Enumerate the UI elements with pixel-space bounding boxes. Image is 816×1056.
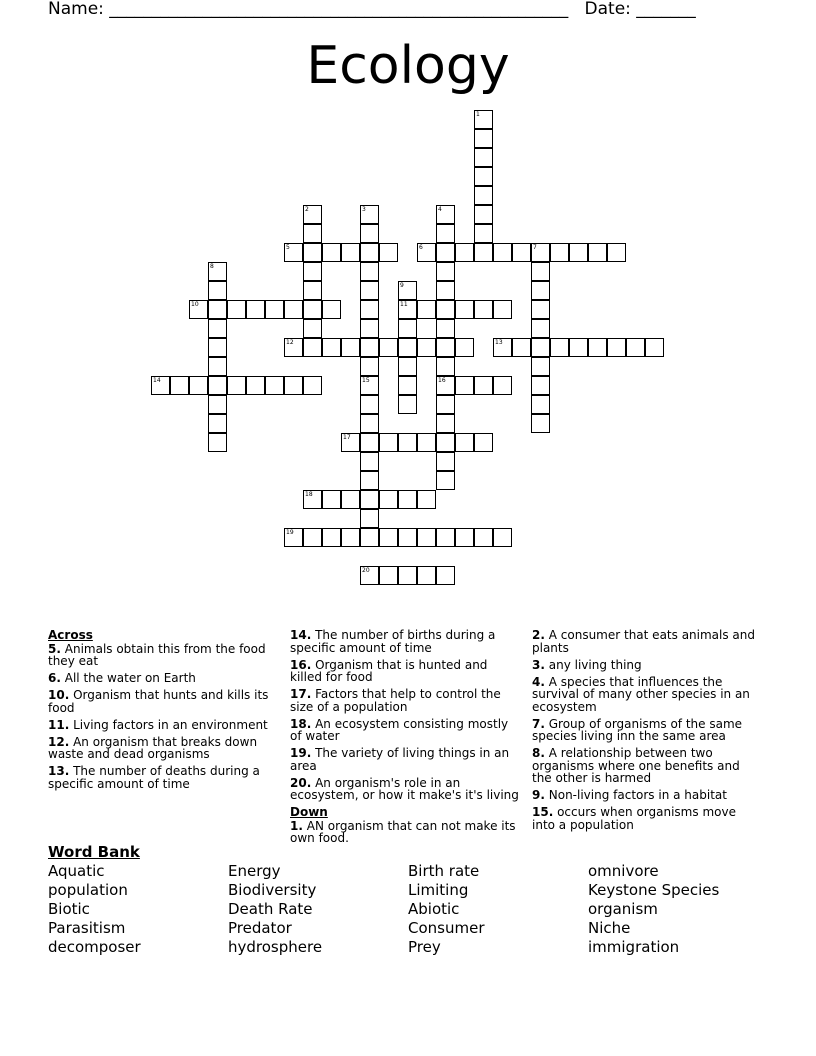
word-bank-item: Prey xyxy=(408,938,441,956)
grid-cell[interactable] xyxy=(436,300,455,319)
grid-cell[interactable] xyxy=(455,528,474,547)
down-heading: Down xyxy=(290,805,328,819)
clue-number-15: 15 xyxy=(362,377,370,384)
clue-number-6: 6 xyxy=(419,244,423,251)
grid-cell[interactable] xyxy=(550,243,569,262)
clue-text: A species that influences the survival of many other species in an ecosystem xyxy=(532,674,750,714)
word-bank-item: organism xyxy=(588,900,658,918)
clue-number: 20. xyxy=(290,775,312,790)
clue-number: 12. xyxy=(48,734,70,749)
grid-cell[interactable] xyxy=(569,338,588,357)
grid-cell[interactable] xyxy=(607,243,626,262)
clue-text: The number of deaths during a specific amount of time xyxy=(48,764,260,791)
grid-cell[interactable] xyxy=(303,376,322,395)
clue-text: Animals obtain this from the food they eat xyxy=(48,641,266,668)
grid-cell[interactable] xyxy=(398,433,417,452)
word-bank-item: Limiting xyxy=(408,881,469,899)
clue-number-18: 18 xyxy=(305,491,313,498)
grid-cell[interactable] xyxy=(455,433,474,452)
clue-text: The variety of living things in an area xyxy=(290,746,510,773)
word-bank-item: Biotic xyxy=(48,900,90,918)
grid-cell[interactable] xyxy=(379,433,398,452)
grid-cell[interactable] xyxy=(189,376,208,395)
grid-cell[interactable] xyxy=(379,490,398,509)
grid-cell[interactable] xyxy=(531,300,550,319)
grid-cell[interactable] xyxy=(322,243,341,262)
clue-text: Factors that help to control the size of a population xyxy=(290,687,501,714)
down-clues-column-3 xyxy=(532,629,762,836)
clue-number: 15. xyxy=(532,805,554,819)
clue-number-20: 20 xyxy=(362,567,370,574)
word-bank-item: Biodiversity xyxy=(228,881,317,899)
grid-cell[interactable] xyxy=(322,490,341,509)
grid-cell[interactable] xyxy=(170,376,189,395)
clue-number: 8. xyxy=(532,746,545,760)
clue-text: Organism that hunts and kills its food xyxy=(48,688,269,715)
grid-cell[interactable] xyxy=(455,300,474,319)
grid-cell[interactable] xyxy=(493,243,512,262)
grid-cell[interactable] xyxy=(607,338,626,357)
grid-cell[interactable] xyxy=(227,300,246,319)
clue-number-1: 1 xyxy=(476,111,480,118)
grid-cell[interactable] xyxy=(265,300,284,319)
word-bank-column-2 xyxy=(228,862,322,957)
grid-cell[interactable] xyxy=(550,338,569,357)
grid-cell[interactable] xyxy=(531,395,550,414)
clue-text: occurs when organisms move into a population xyxy=(532,805,736,832)
clue-number: 11. xyxy=(48,717,70,732)
word-bank-item: Parasitism xyxy=(48,919,126,937)
grid-cell[interactable] xyxy=(360,319,379,338)
across-clue xyxy=(290,659,520,684)
clue-text: An organism's role in an ecosystem, or how it make's it's living xyxy=(290,775,519,802)
grid-cell[interactable] xyxy=(436,566,455,585)
clue-number: 2. xyxy=(532,628,545,642)
word-bank-title: Word Bank xyxy=(48,843,140,861)
grid-cell[interactable] xyxy=(512,338,531,357)
grid-cell[interactable] xyxy=(360,243,379,262)
grid-cell[interactable] xyxy=(474,528,493,547)
clue-number: 18. xyxy=(290,716,312,731)
clue-number: 9. xyxy=(532,788,545,802)
grid-cell[interactable] xyxy=(341,338,360,357)
clue-number: 1. xyxy=(290,818,303,833)
grid-cell[interactable] xyxy=(436,433,455,452)
grid-cell[interactable] xyxy=(417,433,436,452)
word-bank-column-3 xyxy=(408,862,485,957)
clue-text: Living factors in an environment xyxy=(73,717,268,732)
grid-cell[interactable] xyxy=(493,300,512,319)
grid-cell[interactable] xyxy=(379,243,398,262)
clue-text: An organism that breaks down waste and dead organisms xyxy=(48,734,258,761)
clue-number: 14. xyxy=(290,628,312,642)
grid-cell[interactable] xyxy=(303,528,322,547)
grid-cell[interactable] xyxy=(303,262,322,281)
grid-cell[interactable] xyxy=(588,338,607,357)
clue-number-8: 8 xyxy=(210,263,214,270)
grid-cell[interactable] xyxy=(360,338,379,357)
across-clue xyxy=(48,643,278,668)
grid-cell[interactable] xyxy=(208,300,227,319)
grid-cell[interactable] xyxy=(341,243,360,262)
grid-cell[interactable] xyxy=(360,433,379,452)
grid-cell[interactable] xyxy=(455,338,474,357)
across-clue xyxy=(290,688,520,713)
grid-cell[interactable] xyxy=(436,319,455,338)
grid-cell[interactable] xyxy=(474,167,493,186)
grid-cell[interactable] xyxy=(341,528,360,547)
clue-number-19: 19 xyxy=(286,529,294,536)
clue-text: The number of births during a specific amount of time xyxy=(290,628,496,655)
across-clues-column-1 xyxy=(48,629,278,795)
grid-cell[interactable] xyxy=(379,338,398,357)
name-field-label: Name: ______________________________________________________ xyxy=(48,0,569,19)
down-clue xyxy=(532,806,762,831)
clue-number: 19. xyxy=(290,746,312,760)
down-clue xyxy=(290,820,520,845)
clue-text: AN organism that can not make its own food. xyxy=(290,818,516,845)
grid-cell[interactable] xyxy=(360,509,379,528)
clue-text: A consumer that eats animals and plants xyxy=(532,628,755,655)
grid-cell[interactable] xyxy=(303,281,322,300)
clue-number-16: 16 xyxy=(438,377,446,384)
page-title: Ecology xyxy=(306,36,510,96)
clue-number-9: 9 xyxy=(400,282,404,289)
word-bank-item: Keystone Species xyxy=(588,881,720,899)
across-clue xyxy=(48,672,278,685)
grid-cell[interactable] xyxy=(474,129,493,148)
grid-cell[interactable] xyxy=(436,224,455,243)
grid-cell[interactable] xyxy=(436,395,455,414)
grid-cell[interactable] xyxy=(474,243,493,262)
down-clue xyxy=(532,629,762,654)
grid-cell[interactable] xyxy=(474,376,493,395)
word-bank-item: Aquatic xyxy=(48,862,105,880)
grid-cell[interactable] xyxy=(493,376,512,395)
grid-cell[interactable] xyxy=(246,300,265,319)
word-bank-item: omnivore xyxy=(588,862,659,880)
grid-cell[interactable] xyxy=(531,338,550,357)
word-bank-column-1 xyxy=(48,862,141,957)
grid-cell[interactable] xyxy=(360,357,379,376)
grid-cell[interactable] xyxy=(436,528,455,547)
word-bank-item: Birth rate xyxy=(408,862,480,880)
grid-cell[interactable] xyxy=(284,376,303,395)
grid-cell[interactable] xyxy=(322,338,341,357)
down-clue xyxy=(532,747,762,785)
clue-number-13: 13 xyxy=(495,339,503,346)
word-bank-item: decomposer xyxy=(48,938,141,956)
down-clue xyxy=(532,676,762,714)
down-clue xyxy=(532,659,762,672)
grid-cell[interactable] xyxy=(208,376,227,395)
down-clue xyxy=(532,718,762,743)
grid-cell[interactable] xyxy=(436,281,455,300)
grid-cell[interactable] xyxy=(246,376,265,395)
word-bank-item: Death Rate xyxy=(228,900,313,918)
grid-cell[interactable] xyxy=(436,471,455,490)
grid-cell[interactable] xyxy=(360,528,379,547)
clue-number: 10. xyxy=(48,688,70,702)
grid-cell[interactable] xyxy=(436,452,455,471)
across-heading: Across xyxy=(48,628,93,642)
grid-cell[interactable] xyxy=(265,376,284,395)
grid-cell[interactable] xyxy=(360,262,379,281)
grid-cell[interactable] xyxy=(531,357,550,376)
grid-cell[interactable] xyxy=(436,357,455,376)
grid-cell[interactable] xyxy=(322,300,341,319)
word-bank-item: Consumer xyxy=(408,919,485,937)
clue-number-14: 14 xyxy=(153,377,161,384)
word-bank-item: Energy xyxy=(228,862,281,880)
clue-number: 17. xyxy=(290,687,312,701)
grid-cell[interactable] xyxy=(531,281,550,300)
grid-cell[interactable] xyxy=(303,300,322,319)
grid-cell[interactable] xyxy=(303,243,322,262)
grid-cell[interactable] xyxy=(303,338,322,357)
grid-cell[interactable] xyxy=(455,243,474,262)
clue-number: 4. xyxy=(532,674,545,689)
grid-cell[interactable] xyxy=(360,395,379,414)
grid-cell[interactable] xyxy=(208,319,227,338)
clue-number-7: 7 xyxy=(533,244,537,251)
grid-cell[interactable] xyxy=(360,300,379,319)
grid-cell[interactable] xyxy=(360,490,379,509)
across-clue xyxy=(290,718,520,743)
word-bank-item: population xyxy=(48,881,128,899)
grid-cell[interactable] xyxy=(531,376,550,395)
grid-cell[interactable] xyxy=(227,376,246,395)
grid-cell[interactable] xyxy=(208,338,227,357)
grid-cell[interactable] xyxy=(531,319,550,338)
grid-cell[interactable] xyxy=(208,414,227,433)
grid-cell[interactable] xyxy=(512,243,531,262)
grid-cell[interactable] xyxy=(436,338,455,357)
grid-cell[interactable] xyxy=(455,376,474,395)
clue-number: 13. xyxy=(48,764,70,778)
grid-cell[interactable] xyxy=(379,566,398,585)
grid-cell[interactable] xyxy=(208,433,227,452)
clue-number-10: 10 xyxy=(191,301,199,308)
across-clue xyxy=(48,689,278,714)
clue-text: A relationship between two organisms where one benefits and the other is harmed xyxy=(532,746,740,785)
clue-number-17: 17 xyxy=(343,434,351,441)
grid-cell[interactable] xyxy=(588,243,607,262)
grid-cell[interactable] xyxy=(398,490,417,509)
grid-cell[interactable] xyxy=(626,338,645,357)
grid-cell[interactable] xyxy=(398,357,417,376)
across-clue xyxy=(290,777,520,802)
grid-cell[interactable] xyxy=(398,319,417,338)
grid-cell[interactable] xyxy=(208,281,227,300)
grid-cell[interactable] xyxy=(436,262,455,281)
grid-cell[interactable] xyxy=(531,262,550,281)
grid-cell[interactable] xyxy=(341,490,360,509)
grid-cell[interactable] xyxy=(360,452,379,471)
clue-number-12: 12 xyxy=(286,339,294,346)
across-clue xyxy=(290,629,520,654)
clue-text: Organism that is hunted and killed for food xyxy=(290,657,488,684)
across-clues-column-2 xyxy=(290,629,520,849)
grid-cell[interactable] xyxy=(284,300,303,319)
clue-number: 16. xyxy=(290,657,312,672)
clue-number: 3. xyxy=(532,657,545,672)
grid-cell[interactable] xyxy=(474,205,493,224)
clue-text: An ecosystem consisting mostly of water xyxy=(290,716,509,743)
grid-cell[interactable] xyxy=(417,338,436,357)
grid-cell[interactable] xyxy=(474,148,493,167)
grid-cell[interactable] xyxy=(360,414,379,433)
clue-text: All the water on Earth xyxy=(64,671,196,685)
clue-text: Non-living factors in a habitat xyxy=(548,788,727,802)
clue-number: 6. xyxy=(48,671,61,685)
grid-cell[interactable] xyxy=(474,433,493,452)
clue-number-11: 11 xyxy=(400,301,408,308)
across-clue xyxy=(48,736,278,761)
grid-cell[interactable] xyxy=(303,319,322,338)
word-bank-item: immigration xyxy=(588,938,680,956)
clue-text: Group of organisms of the same species living inn the same area xyxy=(532,716,743,743)
grid-cell[interactable] xyxy=(208,357,227,376)
across-clue xyxy=(48,719,278,732)
word-bank-item: Niche xyxy=(588,919,631,937)
grid-cell[interactable] xyxy=(417,490,436,509)
grid-cell[interactable] xyxy=(417,300,436,319)
grid-cell[interactable] xyxy=(360,471,379,490)
grid-cell[interactable] xyxy=(493,528,512,547)
word-bank-item: Abiotic xyxy=(408,900,460,918)
grid-cell[interactable] xyxy=(474,300,493,319)
clue-number-2: 2 xyxy=(305,206,309,213)
grid-cell[interactable] xyxy=(645,338,664,357)
grid-cell[interactable] xyxy=(436,414,455,433)
grid-cell[interactable] xyxy=(303,224,322,243)
down-clue xyxy=(532,789,762,802)
grid-cell[interactable] xyxy=(360,224,379,243)
word-bank-column-4 xyxy=(588,862,719,957)
word-bank-item: hydrosphere xyxy=(228,938,323,956)
grid-cell[interactable] xyxy=(398,376,417,395)
clue-text: any living thing xyxy=(548,657,642,672)
clue-number-4: 4 xyxy=(438,206,442,213)
clue-number: 7. xyxy=(532,716,545,731)
grid-cell[interactable] xyxy=(474,224,493,243)
word-bank-item: Predator xyxy=(228,919,292,937)
grid-cell[interactable] xyxy=(322,528,341,547)
clue-number: 5. xyxy=(48,641,61,656)
clue-number-5: 5 xyxy=(286,244,290,251)
grid-cell[interactable] xyxy=(398,395,417,414)
across-clue xyxy=(290,747,520,772)
grid-cell[interactable] xyxy=(436,243,455,262)
grid-cell[interactable] xyxy=(569,243,588,262)
grid-cell[interactable] xyxy=(398,338,417,357)
grid-cell[interactable] xyxy=(360,281,379,300)
grid-cell[interactable] xyxy=(531,414,550,433)
grid-cell[interactable] xyxy=(474,186,493,205)
clue-number-3: 3 xyxy=(362,206,366,213)
across-clue xyxy=(48,765,278,790)
grid-cell[interactable] xyxy=(417,566,436,585)
grid-cell[interactable] xyxy=(398,566,417,585)
date-field-label: Date: _______ xyxy=(584,0,696,19)
grid-cell[interactable] xyxy=(398,528,417,547)
grid-cell[interactable] xyxy=(417,528,436,547)
grid-cell[interactable] xyxy=(208,395,227,414)
grid-cell[interactable] xyxy=(379,528,398,547)
